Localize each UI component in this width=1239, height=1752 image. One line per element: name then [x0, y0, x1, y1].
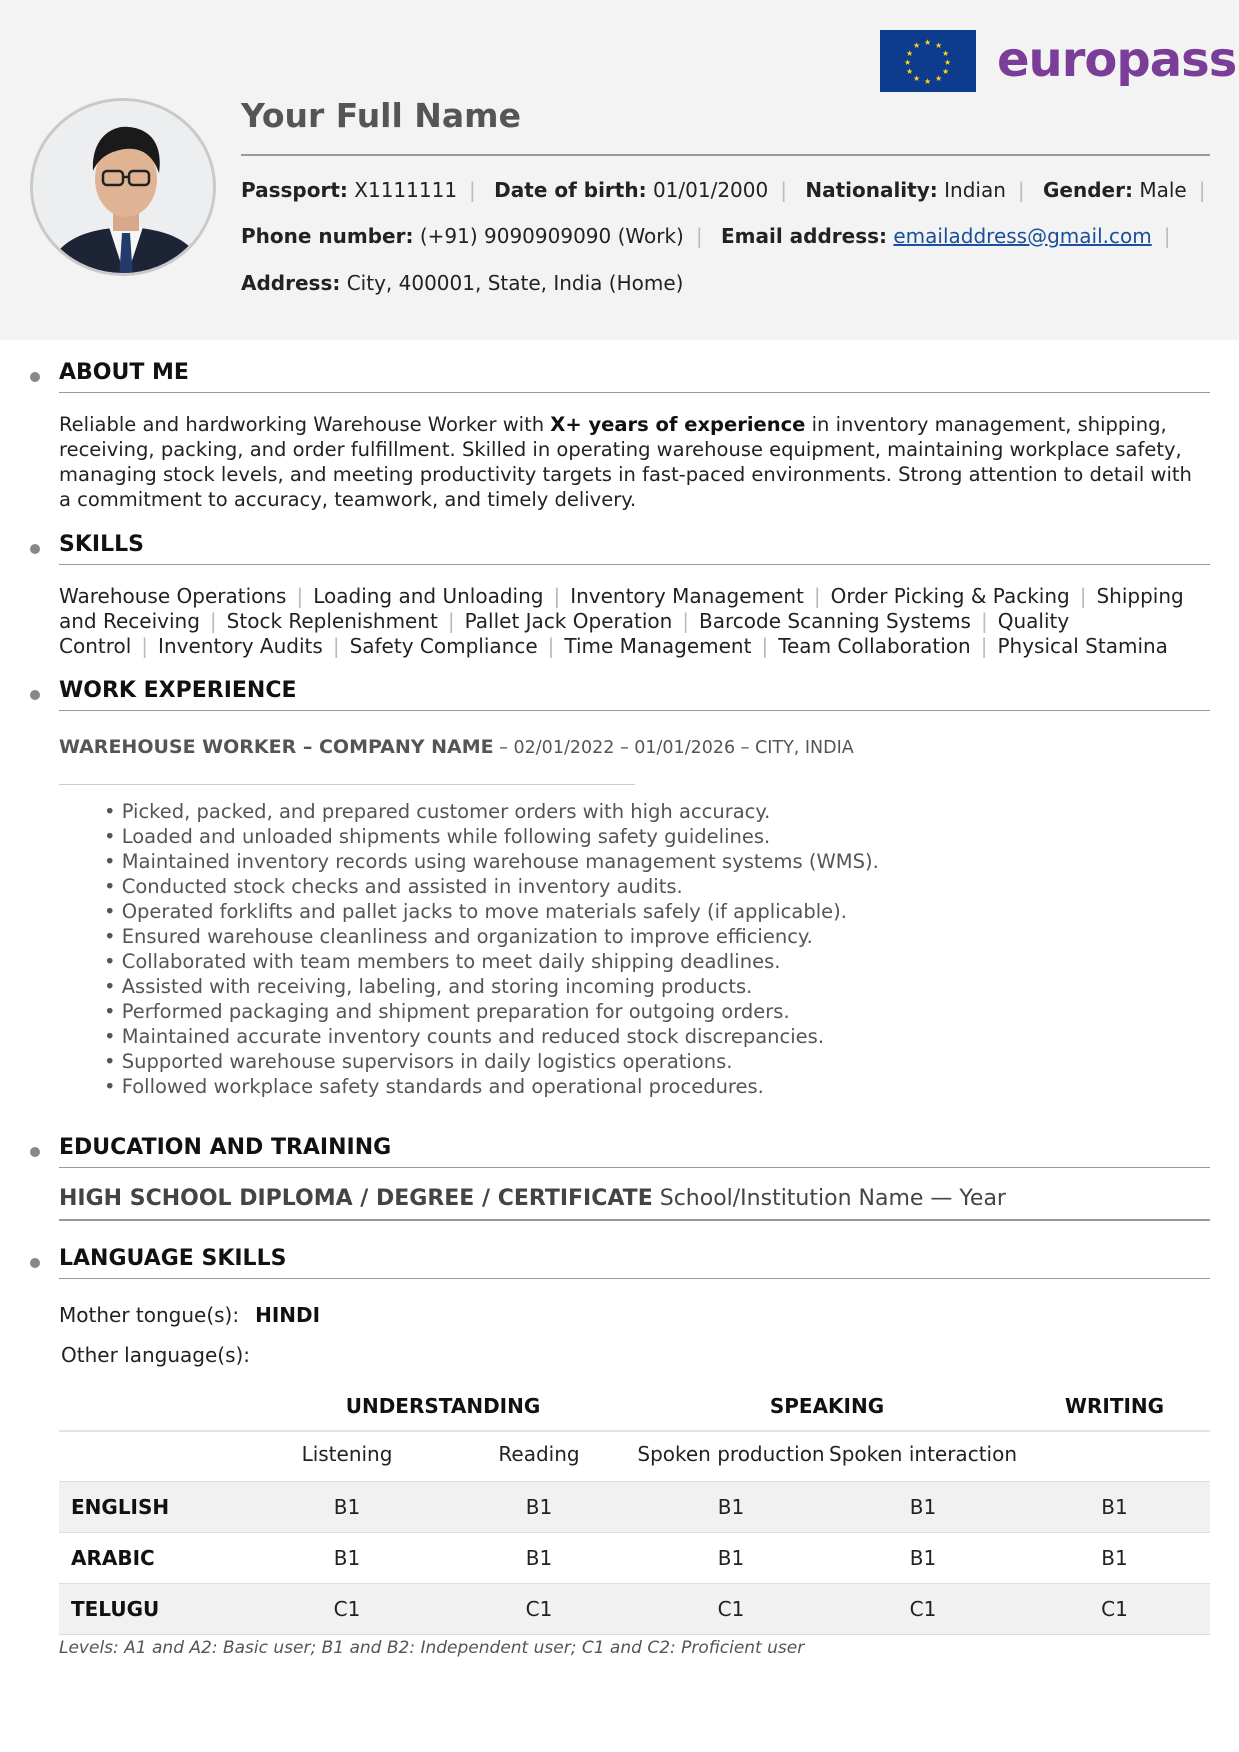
skill-item: Stock Replenishment [226, 609, 438, 633]
list-item: • Assisted with receiving, labeling, and storing incoming products. [104, 974, 879, 999]
phone-label: Phone number: [241, 224, 414, 248]
mother-tongue-value: HINDI [255, 1303, 321, 1327]
about-text [59, 412, 1209, 512]
mother-tongue-label: Mother tongue(s): [59, 1303, 240, 1327]
list-item: • Conducted stock checks and assisted in inventory audits. [104, 874, 879, 899]
nationality-value: Indian [944, 178, 1006, 202]
passport-label: Passport: [241, 178, 348, 202]
email-link[interactable]: emailaddress@gmail.com [893, 224, 1152, 248]
education-detail: School/Institution Name — Year [652, 1186, 1006, 1211]
profile-photo [30, 98, 216, 276]
job-duties-list [104, 799, 879, 1099]
table-header-writing: WRITING [1064, 1394, 1165, 1418]
skill-item: Time Management [564, 634, 752, 658]
eu-flag-icon: ★ ★ ★ ★ ★ ★ ★ ★ ★ ★ ★ ★ [880, 30, 976, 92]
section-title-education: EDUCATION AND TRAINING [59, 1135, 392, 1160]
skill-item: Safety Compliance [349, 634, 538, 658]
table-subheader-listening: Listening [301, 1442, 393, 1466]
job-heading [59, 736, 854, 758]
education-divider [59, 1219, 1210, 1221]
level-cell: B1 [717, 1495, 745, 1519]
section-divider [59, 564, 1210, 565]
list-item: • Loaded and unloaded shipments while following safety guidelines. [104, 824, 879, 849]
level-cell: C1 [909, 1597, 937, 1621]
job-divider [59, 784, 635, 785]
section-divider [59, 1167, 1210, 1168]
mother-tongue [59, 1303, 320, 1327]
skill-item: Pallet Jack Operation [464, 609, 673, 633]
list-item: • Ensured warehouse cleanliness and organization to improve efficiency. [104, 924, 879, 949]
table-header-divider [59, 1430, 1210, 1432]
dob-label: Date of birth: [494, 178, 647, 202]
section-bullet-icon [30, 544, 40, 554]
language-levels-legend: Levels: A1 and A2: Basic user; B1 and B2: Independent user; C1 and C2: Proficient user [59, 1638, 805, 1658]
section-bullet-icon [30, 1147, 40, 1157]
section-bullet-icon [30, 1258, 40, 1268]
section-title-work: WORK EXPERIENCE [59, 678, 297, 703]
level-cell: B1 [909, 1495, 937, 1519]
name-divider [241, 154, 1210, 156]
level-cell: B1 [525, 1546, 553, 1570]
section-title-languages: LANGUAGE SKILLS [59, 1246, 287, 1271]
other-languages-label: Other language(s): [61, 1343, 251, 1367]
level-cell: B1 [333, 1546, 361, 1570]
address-value: City, 400001, State, India (Home) [346, 271, 684, 295]
person-portrait-icon [33, 101, 216, 276]
skill-item: Physical Stamina [997, 634, 1168, 658]
table-row [59, 1533, 1210, 1583]
section-divider [59, 710, 1210, 711]
list-item: • Operated forklifts and pallet jacks to move materials safely (if applicable). [104, 899, 879, 924]
level-cell: B1 [909, 1546, 937, 1570]
table-subheader-spoken-production: Spoken production [637, 1442, 825, 1466]
europass-wordmark: europass [997, 32, 1237, 88]
section-title-about: ABOUT ME [59, 360, 189, 385]
skill-item: Order Picking & Packing [830, 584, 1070, 608]
education-entry [59, 1186, 1006, 1211]
skill-item: Inventory Audits [158, 634, 323, 658]
section-bullet-icon [30, 690, 40, 700]
section-divider [59, 392, 1210, 393]
table-subheader-reading: Reading [498, 1442, 580, 1466]
skill-item: Warehouse Operations [59, 584, 287, 608]
language-name: TELUGU [71, 1597, 160, 1621]
table-row [59, 1482, 1210, 1532]
skill-item: Barcode Scanning Systems [699, 609, 971, 633]
list-item: • Supported warehouse supervisors in daily logistics operations. [104, 1049, 879, 1074]
about-text-part: in inventory management, shipping, receiving, packing, and order fulfillment. Skilled in operating warehouse equipment, maintaining workplace safety, managing stock levels, and meeting productivity targets in fast-paced environments. Strong attention to detail with a commitment to accuracy, teamwork, and timely delivery. [59, 413, 1192, 511]
level-cell: C1 [1101, 1597, 1128, 1621]
level-cell: C1 [717, 1597, 745, 1621]
list-item: • Maintained accurate inventory counts and reduced stock discrepancies. [104, 1024, 879, 1049]
skill-item: Quality Control [59, 609, 1070, 658]
passport-value: X1111111 [354, 178, 458, 202]
skills-list: Warehouse Operations | Loading and Unloading | Inventory Management | Order Picking & Packing | Shipping and Receiving | Stock Replenishment | Pallet Jack Operation | Barcode Scanning Systems | Quality Control | Inventory Audits | Safety Compliance | Time Management | Team Collaboration | Physical Stamina [59, 584, 1184, 658]
level-cell: B1 [1101, 1495, 1128, 1519]
personal-info-line-2: Phone number: (+91) 9090909090 (Work) | Email address: emailaddress@gmail.com | [241, 224, 1171, 248]
table-header-understanding: UNDERSTANDING [345, 1394, 541, 1418]
language-name: ARABIC [71, 1546, 155, 1570]
dob-value: 01/01/2000 [652, 178, 769, 202]
job-meta: – 02/01/2022 – 01/01/2026 – CITY, INDIA [493, 738, 854, 758]
level-cell: C1 [525, 1597, 553, 1621]
list-item: • Picked, packed, and prepared customer orders with high accuracy. [104, 799, 879, 824]
address-label: Address: [241, 271, 341, 295]
table-header-speaking: SPEAKING [769, 1394, 885, 1418]
gender-value: Male [1139, 178, 1187, 202]
level-cell: B1 [333, 1495, 361, 1519]
nationality-label: Nationality: [805, 178, 938, 202]
skill-item: Team Collaboration [778, 634, 971, 658]
list-item: • Performed packaging and shipment preparation for outgoing orders. [104, 999, 879, 1024]
level-cell: C1 [333, 1597, 361, 1621]
about-text-highlight: X+ years of experience [550, 413, 806, 436]
list-item: • Followed workplace safety standards and operational procedures. [104, 1074, 879, 1099]
table-row-divider [59, 1634, 1210, 1635]
language-name: ENGLISH [71, 1495, 170, 1519]
level-cell: B1 [525, 1495, 553, 1519]
list-item: • Maintained inventory records using warehouse management systems (WMS). [104, 849, 879, 874]
personal-info-line-3 [241, 271, 683, 295]
header-band [0, 0, 1239, 340]
table-subheader-spoken-interaction: Spoken interaction [829, 1442, 1017, 1466]
skill-item: Loading and Unloading [313, 584, 544, 608]
skill-item: Shipping and Receiving [59, 584, 1184, 633]
full-name: Your Full Name [241, 96, 521, 135]
email-label: Email address: [720, 224, 888, 248]
section-divider [59, 1278, 1210, 1279]
europass-logo [880, 28, 1237, 94]
section-bullet-icon [30, 372, 40, 382]
level-cell: B1 [1101, 1546, 1128, 1570]
list-item: • Collaborated with team members to meet daily shipping deadlines. [104, 949, 879, 974]
gender-label: Gender: [1043, 178, 1133, 202]
education-degree: HIGH SCHOOL DIPLOMA / DEGREE / CERTIFICATE [59, 1186, 653, 1211]
about-text-part: Reliable and hardworking Warehouse Worker with [59, 413, 551, 436]
job-title: WAREHOUSE WORKER – COMPANY NAME [59, 736, 494, 758]
skill-item: Inventory Management [570, 584, 804, 608]
personal-info-line-1: Passport: X1111111 | Date of birth: 01/01/2000 | Nationality: Indian | Gender: Male | [241, 178, 1206, 202]
section-title-skills: SKILLS [59, 532, 144, 557]
table-row [59, 1584, 1210, 1634]
phone-value: (+91) 9090909090 (Work) [419, 224, 684, 248]
level-cell: B1 [717, 1546, 745, 1570]
